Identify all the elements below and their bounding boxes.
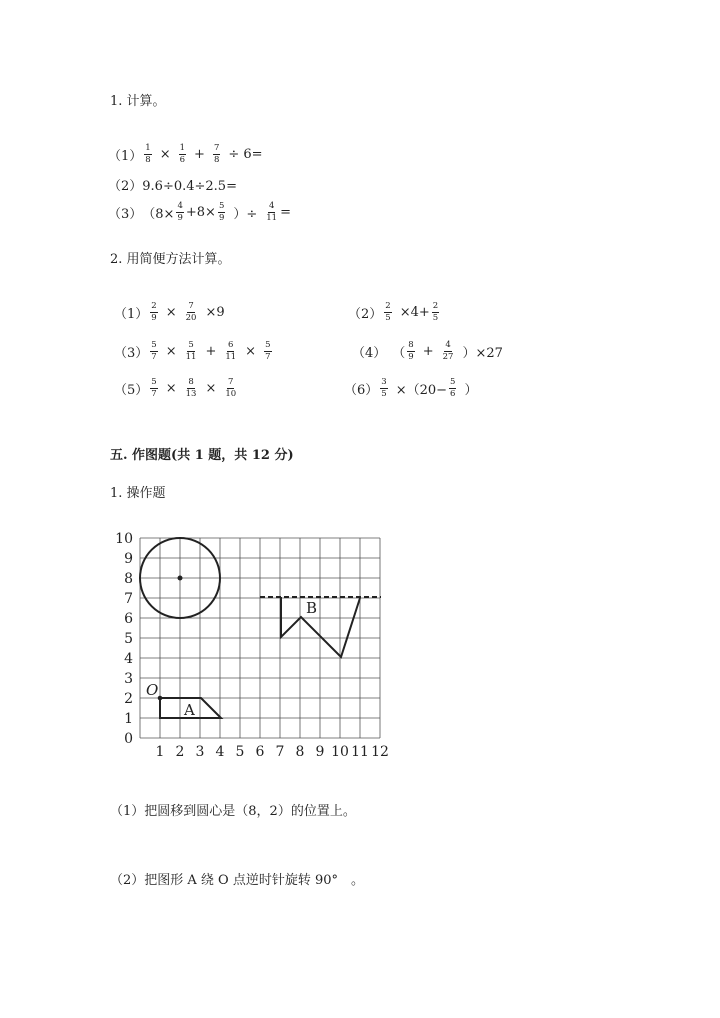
calc-item-3: （3） （8× $\frac{4}{9}$ +8× $\frac{5}{9}$ ）÷ $\frac{4}{11}$ =	[108, 201, 291, 223]
origin-dot	[158, 696, 163, 701]
y-tick-label: 5	[124, 631, 133, 647]
y-tick-label: 6	[124, 611, 133, 627]
fraction: $\frac{1}{8}$	[145, 143, 151, 165]
y-tick-label: 9	[124, 551, 133, 567]
part5-title: 五. 作图题(共 1 题，共 12 分)	[110, 448, 294, 463]
calc-title: 1. 计算。	[110, 94, 166, 109]
x-tick-label: 2	[175, 744, 185, 760]
x-tick-label: 5	[235, 744, 245, 760]
fraction: $\frac{5}{6}$	[450, 377, 456, 399]
fraction: $\frac{2}{5}$	[385, 301, 391, 323]
x-tick-label: 11	[351, 744, 369, 760]
fraction: $\frac{2}{5}$	[432, 301, 439, 323]
fraction: $\frac{8}{13}$	[185, 377, 197, 399]
fraction: $\frac{4}{11}$	[266, 201, 278, 223]
y-tick-label: 10	[115, 531, 133, 547]
fraction: $\frac{2}{9}$	[151, 301, 157, 323]
origin-label: O	[146, 681, 159, 699]
x-tick-label: 9	[315, 744, 325, 760]
op-title: 1. 操作题	[110, 486, 166, 501]
y-axis-labels	[115, 531, 133, 747]
fraction: $\frac{5}{7}$	[265, 340, 271, 362]
fraction: $\frac{5}{9}$	[218, 201, 225, 223]
x-tick-label: 1	[155, 744, 165, 760]
simple-item-6: （6） $\frac{3}{5}$ ×（20− $\frac{5}{6}$ ）	[344, 377, 478, 399]
fraction: $\frac{3}{5}$	[381, 377, 387, 399]
fraction: $\frac{1}{6}$	[179, 143, 186, 165]
simple-title: 2. 用简便方法计算。	[110, 252, 231, 267]
fraction: $\frac{8}{9}$	[408, 340, 414, 362]
fraction: $\frac{5}{7}$	[151, 340, 157, 362]
simple-item-1: （1） $\frac{2}{9}$ × $\frac{7}{20}$ ×9	[114, 301, 225, 323]
coordinate-grid-figure	[110, 528, 410, 768]
x-tick-label: 10	[331, 744, 349, 760]
y-tick-label: 1	[124, 711, 133, 727]
grid-lines	[140, 538, 380, 738]
simple-item-4: （4） （ $\frac{8}{9}$ + $\frac{4}{27}$ ）×27	[352, 340, 503, 362]
y-tick-label: 3	[124, 671, 133, 687]
y-tick-label: 7	[124, 591, 133, 607]
fraction: $\frac{5}{7}$	[151, 377, 157, 399]
x-tick-label: 6	[255, 744, 265, 760]
y-tick-label: 2	[124, 691, 133, 707]
fraction: $\frac{4}{27}$	[442, 340, 454, 362]
fraction: $\frac{7}{20}$	[185, 301, 197, 323]
simple-item-2: （2） $\frac{2}{5}$ ×4+ $\frac{2}{5}$	[348, 301, 439, 323]
fraction: $\frac{7}{8}$	[213, 143, 220, 165]
question-1: （1）把圆移到圆心是（8，2）的位置上。	[110, 804, 356, 819]
x-tick-label: 4	[215, 744, 225, 760]
simple-item-5: （5） $\frac{5}{7}$ × $\frac{8}{13}$ × $\frac{7}{10}$	[114, 377, 237, 399]
fraction: $\frac{4}{9}$	[177, 201, 183, 223]
calc-item-1: （1） $\frac{1}{8}$ × $\frac{1}{6}$ + $\frac{7}{8}$ ÷ 6=	[108, 143, 263, 165]
question-2: （2）把图形 A 绕 O 点逆时针旋转 90° 。	[110, 873, 365, 888]
y-tick-label: 4	[124, 651, 133, 667]
x-tick-label: 7	[275, 744, 285, 760]
simple-item-3: （3） $\frac{5}{7}$ × $\frac{5}{11}$ + $\frac{6}{11}$ × $\frac{5}{7}$	[114, 340, 271, 362]
x-tick-label: 3	[195, 744, 205, 760]
circle-center-dot	[178, 576, 183, 581]
x-axis-labels	[156, 744, 389, 760]
fraction: $\frac{6}{11}$	[225, 340, 237, 362]
fraction: $\frac{7}{10}$	[225, 377, 237, 399]
y-tick-label: 0	[124, 731, 133, 747]
x-tick-label: 8	[295, 744, 305, 760]
x-tick-label: 12	[371, 744, 389, 760]
calc-item-2: （2）9.6÷0.4÷2.5=	[108, 179, 237, 194]
shape-b	[281, 597, 360, 657]
y-tick-label: 8	[124, 571, 133, 587]
shape-a-label: A	[184, 701, 195, 719]
fraction: $\frac{5}{11}$	[185, 340, 197, 362]
shape-b-label: B	[306, 599, 318, 617]
